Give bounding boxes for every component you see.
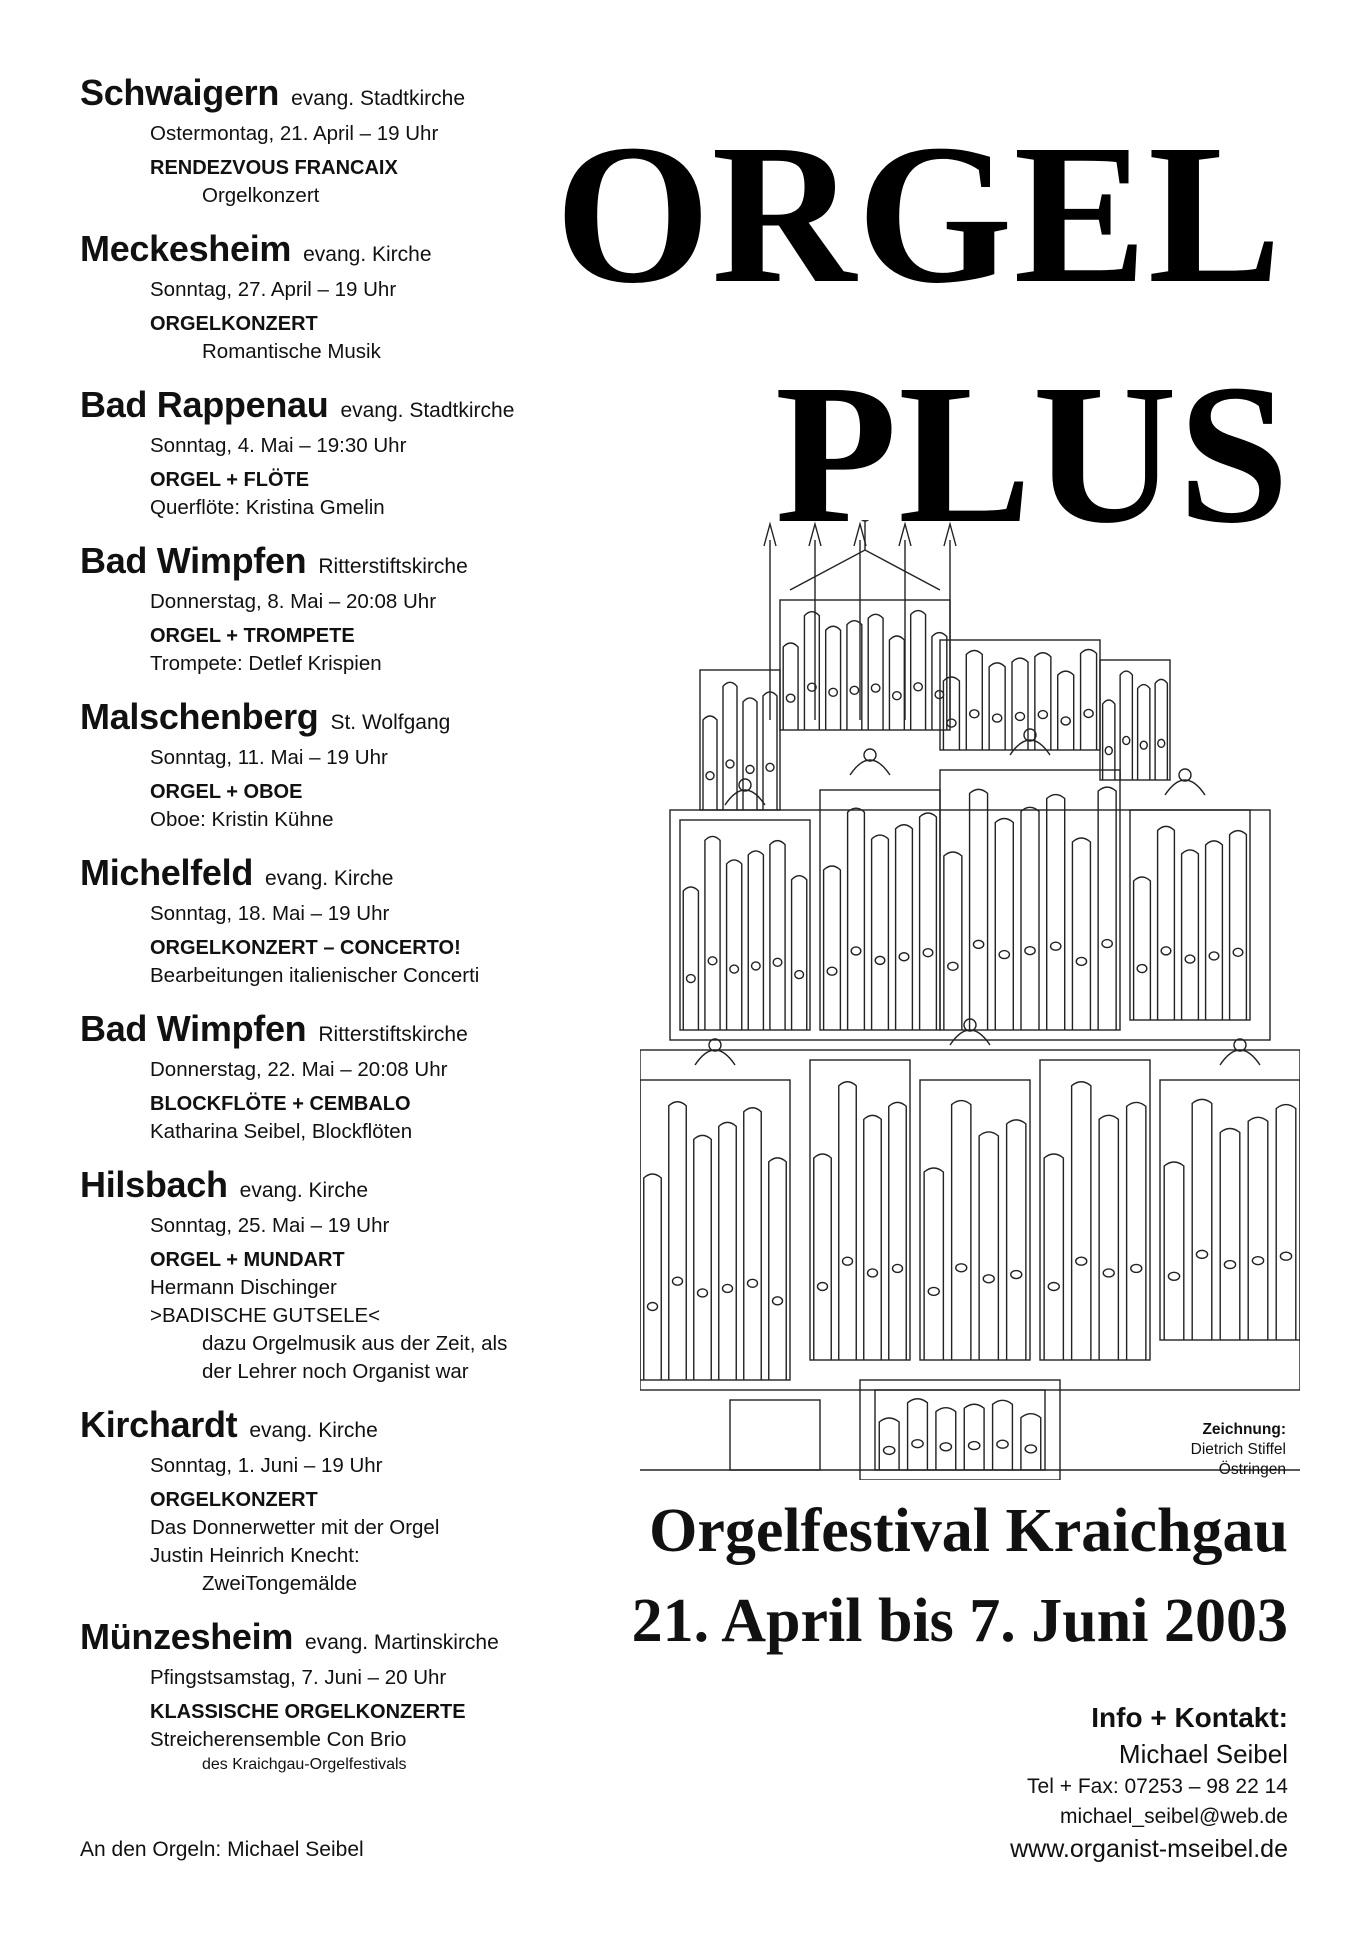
event-body — [150, 276, 550, 366]
event-program: ORGEL + TROMPETE — [150, 625, 355, 647]
event-detail: Oboe: Kristin Kühne — [150, 808, 334, 831]
event-body — [150, 744, 550, 834]
event-detail: Romantische Musik — [202, 340, 381, 363]
organ-drawing — [640, 520, 1300, 1480]
credit-place: Östringen — [1218, 1461, 1286, 1478]
event-detail: Katharina Seibel, Blockflöten — [150, 1120, 413, 1143]
event-item — [80, 854, 550, 990]
event-city: Michelfeld — [80, 852, 254, 893]
event-detail: des Kraichgau-Orgelfestivals — [202, 1756, 407, 1773]
event-city: Bad Wimpfen — [80, 1008, 307, 1049]
event-detail: Querflöte: Kristina Gmelin — [150, 496, 385, 519]
event-church: evang. Kirche — [303, 243, 432, 266]
event-detail: dazu Orgelmusik aus der Zeit, als — [202, 1332, 508, 1355]
event-detail: Bearbeitungen italienischer Concerti — [150, 964, 480, 987]
credit-label: Zeichnung: — [1202, 1421, 1286, 1438]
event-date: Donnerstag, 22. Mai – 20:08 Uhr — [150, 1058, 448, 1081]
event-item — [80, 542, 550, 678]
event-header — [80, 74, 550, 120]
event-body — [150, 1056, 550, 1146]
event-body — [150, 432, 550, 522]
event-header — [80, 854, 550, 900]
event-church: evang. Stadtkirche — [340, 399, 515, 422]
event-detail: ZweiTongemälde — [202, 1572, 357, 1595]
event-item — [80, 698, 550, 834]
contact-heading: Info + Kontakt: — [1091, 1702, 1288, 1733]
event-city: Malschenberg — [80, 696, 319, 737]
event-city: Hilsbach — [80, 1164, 228, 1205]
event-header — [80, 698, 550, 744]
event-detail: >BADISCHE GUTSELE< — [150, 1304, 381, 1327]
event-body — [150, 1212, 550, 1386]
event-header — [80, 1618, 550, 1664]
event-program: ORGELKONZERT — [150, 1489, 318, 1511]
event-church: evang. Kirche — [265, 867, 394, 890]
event-city: Schwaigern — [80, 72, 280, 113]
contact-phone: Tel + Fax: 07253 – 98 22 14 — [1027, 1775, 1288, 1798]
title-orgel: ORGEL — [555, 104, 1283, 325]
event-city: Meckesheim — [80, 228, 292, 269]
event-date: Donnerstag, 8. Mai – 20:08 Uhr — [150, 590, 437, 613]
event-body — [150, 1452, 550, 1598]
event-detail: Orgelkonzert — [202, 184, 320, 207]
event-detail: Das Donnerwetter mit der Orgel — [150, 1516, 440, 1539]
festival-title: Orgelfestival Kraichgau — [649, 1497, 1288, 1565]
event-detail: der Lehrer noch Organist war — [202, 1360, 469, 1383]
event-detail: Trompete: Detlef Krispien — [150, 652, 382, 675]
event-item — [80, 386, 550, 522]
event-program: ORGEL + MUNDART — [150, 1249, 345, 1271]
event-church: evang. Kirche — [249, 1419, 378, 1442]
event-item — [80, 230, 550, 366]
event-program: ORGEL + FLÖTE — [150, 469, 310, 491]
contact-website[interactable]: www.organist-mseibel.de — [1010, 1835, 1288, 1863]
event-church: evang. Martinskirche — [305, 1631, 499, 1654]
event-church: evang. Kirche — [239, 1179, 369, 1202]
event-date: Sonntag, 4. Mai – 19:30 Uhr — [150, 434, 407, 457]
event-item — [80, 1010, 550, 1146]
event-body — [150, 588, 550, 678]
event-date: Pfingstsamstag, 7. Juni – 20 Uhr — [150, 1666, 447, 1689]
event-city: Bad Rappenau — [80, 384, 329, 425]
drawing-credit — [1191, 1420, 1286, 1480]
event-detail: Hermann Dischinger — [150, 1276, 337, 1299]
event-body — [150, 900, 550, 990]
event-program: ORGELKONZERT — [150, 313, 318, 335]
event-detail: Justin Heinrich Knecht: — [150, 1544, 360, 1567]
event-header — [80, 230, 550, 276]
event-header — [80, 1406, 550, 1452]
festival-dates: 21. April bis 7. Juni 2003 — [631, 1587, 1288, 1655]
event-city: Münzesheim — [80, 1616, 294, 1657]
event-body — [150, 1664, 550, 1776]
title-plus: PLUS — [775, 344, 1291, 565]
event-church: St. Wolfgang — [330, 711, 451, 734]
event-program: BLOCKFLÖTE + CEMBALO — [150, 1093, 411, 1115]
organist-credit: An den Orgeln: Michael Seibel — [80, 1838, 364, 1861]
event-program: ORGELKONZERT – CONCERTO! — [150, 937, 461, 959]
event-city: Bad Wimpfen — [80, 540, 307, 581]
contact-block — [1010, 1700, 1288, 1866]
event-church: Ritterstiftskirche — [318, 1023, 468, 1046]
contact-email[interactable]: michael_seibel@web.de — [1060, 1805, 1288, 1828]
event-header — [80, 1166, 550, 1212]
event-program: ORGEL + OBOE — [150, 781, 303, 803]
event-item — [80, 1618, 550, 1776]
event-body — [150, 120, 550, 210]
event-date: Sonntag, 18. Mai – 19 Uhr — [150, 902, 390, 925]
event-program: RENDEZVOUS FRANCAIX — [150, 157, 398, 179]
event-church: evang. Stadtkirche — [291, 87, 465, 110]
event-item — [80, 74, 550, 210]
event-program: KLASSISCHE ORGELKONZERTE — [150, 1701, 466, 1723]
credit-name: Dietrich Stiffel — [1190, 1441, 1286, 1458]
event-item — [80, 1166, 550, 1386]
event-header — [80, 386, 550, 432]
event-date: Sonntag, 11. Mai – 19 Uhr — [150, 746, 388, 769]
event-header — [80, 1010, 550, 1056]
event-date: Sonntag, 25. Mai – 19 Uhr — [150, 1214, 390, 1237]
contact-name: Michael Seibel — [1118, 1739, 1288, 1769]
event-item — [80, 1406, 550, 1598]
event-city: Kirchardt — [80, 1404, 238, 1445]
event-date: Ostermontag, 21. April – 19 Uhr — [150, 122, 439, 145]
event-date: Sonntag, 1. Juni – 19 Uhr — [150, 1454, 383, 1477]
event-list — [80, 74, 550, 1796]
event-date: Sonntag, 27. April – 19 Uhr — [150, 278, 397, 301]
event-detail: Streicherensemble Con Brio — [150, 1728, 407, 1751]
event-church: Ritterstiftskirche — [318, 555, 468, 578]
event-header — [80, 542, 550, 588]
